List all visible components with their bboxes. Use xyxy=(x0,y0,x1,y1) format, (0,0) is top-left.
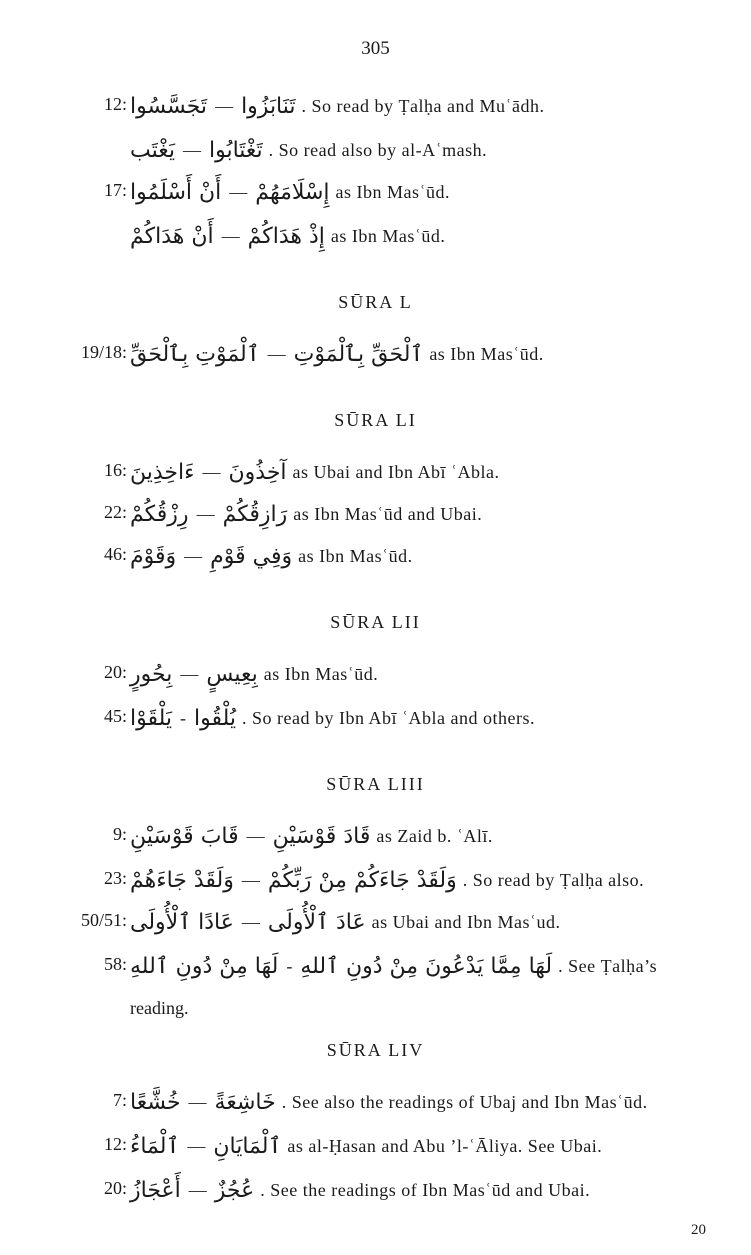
section-heading: SŪRA L xyxy=(338,292,413,312)
entry-body: خُشَّعًا — خَاشِعَةً . See also the readings of Ubaj and Ibn Masʿūd. xyxy=(130,1089,648,1115)
entry-text: as Zaid b. ʿAlī. xyxy=(376,825,493,846)
arabic-reading: ٱلْحَقِّ بِٱلْمَوْتِ xyxy=(293,341,424,367)
entry-line xyxy=(0,946,751,986)
entry-text: . So read by Ṭalḥa and Muʿādh. xyxy=(301,95,545,116)
entry-body: تَجَسَّسُوا — تَنَابَزُوا . So read by Ṭalḥa and Muʿādh. xyxy=(130,93,545,119)
verse-ref: 23: xyxy=(103,868,127,888)
entry-body: وَقَوْمَ — وَفِي قَوْمِ as Ibn Masʿūd. xyxy=(130,543,413,569)
section-heading: SŪRA LIV xyxy=(326,1040,425,1060)
verse-ref: 12: xyxy=(103,94,127,114)
entry-text: . So read also by al-Aʿmash. xyxy=(268,139,488,160)
entry-line xyxy=(0,494,751,534)
verse-ref: 20: xyxy=(103,662,127,682)
page-number: 305 xyxy=(361,38,390,59)
arabic-reading: ٱلْمَايَانِ xyxy=(213,1133,282,1159)
entry-body: يَغْتَب — تَغْتَابُوا . So read also by al-Aʿmash. xyxy=(130,137,488,163)
verse-ref: 20: xyxy=(103,1178,127,1198)
verse-ref: 9: xyxy=(112,824,127,844)
entry-line xyxy=(0,902,751,942)
verse-ref: 46: xyxy=(103,544,127,564)
arabic-variant: رِزْقُكُمْ xyxy=(130,501,189,527)
verse-ref: 12: xyxy=(103,1134,127,1154)
entry-line xyxy=(0,816,751,856)
arabic-reading: عُجُزٌ xyxy=(214,1177,255,1203)
entry-line xyxy=(0,536,751,576)
entry-line xyxy=(0,698,751,738)
arabic-reading: خَاشِعَةً xyxy=(214,1089,276,1115)
arabic-reading: قَادَ قَوْسَيْنِ xyxy=(272,823,371,849)
arabic-reading: تَنَابَزُوا xyxy=(241,93,296,119)
entry-line xyxy=(0,860,751,900)
entry-line xyxy=(0,130,751,170)
entry-body: رِزْقُكُمْ — رَازِقُكُمْ as Ibn Masʿūd and Ubai. xyxy=(130,501,483,527)
entry-text: as Ibn Masʿūd. xyxy=(298,545,413,566)
entry-text: as Ibn Masʿūd and Ubai. xyxy=(293,503,483,524)
arabic-variant: يَلْقَوْا xyxy=(130,705,173,731)
entry-text: . So read by Ibn Abī ʿAbla and others. xyxy=(242,707,535,728)
entry-line xyxy=(0,172,751,212)
verse-ref: 58: xyxy=(103,954,127,974)
arabic-reading: يُلْقُوا xyxy=(194,705,237,731)
entry-text: as al-Ḥasan and Abu ’l-ʿĀliya. See Ubai. xyxy=(287,1135,603,1156)
verse-ref: 17: xyxy=(103,180,127,200)
arabic-reading: آخِذُونَ xyxy=(228,459,287,485)
arabic-variant: تَجَسَّسُوا xyxy=(130,93,208,119)
arabic-variant: أَعْجَازُ xyxy=(130,1177,181,1203)
entry-text: . So read by Ṭalḥa also. xyxy=(462,869,645,890)
entry-text: . See Ṭalḥa’s xyxy=(558,955,658,976)
entry-body: أَنْ هَدَاكُمْ — إِذْ هَدَاكُمْ as Ibn Masʿūd. xyxy=(130,223,446,249)
arabic-variant: وَقَوْمَ xyxy=(130,543,177,569)
arabic-reading: بِعِيسٍ xyxy=(206,661,258,687)
entry-body: ءَاخِذِينَ — آخِذُونَ as Ubai and Ibn Abī ʿAbla. xyxy=(130,459,500,485)
arabic-variant: لَهَا مِنْ دُونِ ٱللهِ xyxy=(130,953,279,979)
entry-text: . See the readings of Ibn Masʿūd and Ubai. xyxy=(260,1179,591,1200)
entry-body: أَعْجَازُ — عُجُزٌ . See the readings of Ibn Masʿūd and Ubai. xyxy=(130,1177,591,1203)
continuation-text: reading. xyxy=(130,998,189,1018)
arabic-variant: وَلَقَدْ جَاءَهُمْ xyxy=(130,867,234,893)
entry-text: . See also the readings of Ubaj and Ibn Masʿūd. xyxy=(281,1091,648,1112)
verse-ref: 50/51: xyxy=(80,910,127,930)
arabic-variant: قَابَ قَوْسَيْنِ xyxy=(130,823,239,849)
entry-line xyxy=(0,1082,751,1122)
arabic-variant: ءَاخِذِينَ xyxy=(130,459,195,485)
arabic-variant: يَغْتَب xyxy=(130,137,175,163)
arabic-reading: وَلَقَدْ جَاءَكُمْ مِنْ رَبِّكُمْ xyxy=(267,867,457,893)
arabic-variant: خُشَّعًا xyxy=(130,1089,181,1115)
arabic-variant: عَادًا ٱلْأُولَى xyxy=(130,909,234,935)
entry-line xyxy=(0,452,751,492)
arabic-reading: عَادَ ٱلْأُولَى xyxy=(267,909,366,935)
arabic-reading: لَهَا مِمَّا يَدْعُونَ مِنْ دُونِ ٱللهِ xyxy=(300,953,553,979)
entry-body: أَنْ أَسْلَمُوا — إِسْلَامَهُمْ as Ibn Masʿūd. xyxy=(130,179,451,205)
entry-line xyxy=(0,1170,751,1210)
entry-body: عَادًا ٱلْأُولَى — عَادَ ٱلْأُولَى as Ubai and Ibn Masʿud. xyxy=(130,909,561,935)
verse-ref: 7: xyxy=(112,1090,127,1110)
entry-text: as Ibn Masʿūd. xyxy=(335,181,451,202)
entry-line xyxy=(0,216,751,256)
entry-body: لَهَا مِنْ دُونِ ٱللهِ - لَهَا مِمَّا يَدْعُونَ مِنْ دُونِ ٱللهِ . See Ṭalḥa’s xyxy=(130,953,658,979)
arabic-reading: تَغْتَابُوا xyxy=(208,137,263,163)
verse-ref: 16: xyxy=(103,460,127,480)
entry-line xyxy=(0,654,751,694)
verse-ref: 45: xyxy=(103,706,127,726)
entry-body: بِحُورٍ — بِعِيسٍ as Ibn Masʿūd. xyxy=(130,661,379,687)
entry-text: as Ibn Masʿūd. xyxy=(429,343,544,364)
entry-body: قَابَ قَوْسَيْنِ — قَادَ قَوْسَيْنِ as Zaid b. ʿAlī. xyxy=(130,823,493,849)
section-heading: SŪRA LIII xyxy=(326,774,425,794)
arabic-reading: رَازِقُكُمْ xyxy=(222,501,288,527)
verse-ref: 19/18: xyxy=(80,342,127,362)
arabic-reading: إِذْ هَدَاكُمْ xyxy=(247,223,325,249)
entry-body: ٱلْمَوْتِ بِٱلْحَقِّ — ٱلْحَقِّ بِٱلْمَوْتِ as Ibn Masʿūd. xyxy=(130,341,544,367)
section-heading: SŪRA LII xyxy=(330,612,421,632)
entry-body: ٱلْمَاءُ — ٱلْمَايَانِ as al-Ḥasan and Abu ’l-ʿĀliya. See Ubai. xyxy=(130,1133,603,1159)
arabic-variant: بِحُورٍ xyxy=(130,661,173,687)
verse-ref: 22: xyxy=(103,502,127,522)
entry-body: وَلَقَدْ جَاءَهُمْ — وَلَقَدْ جَاءَكُمْ مِنْ رَبِّكُمْ . So read by Ṭalḥa also. xyxy=(130,867,645,893)
entry-text: as Ubai and Ibn Abī ʿAbla. xyxy=(292,461,500,482)
entry-body: يَلْقَوْا - يُلْقُوا . So read by Ibn Abī ʿAbla and others. xyxy=(130,705,535,731)
arabic-variant: ٱلْمَوْتِ بِٱلْحَقِّ xyxy=(130,341,260,367)
section-heading: SŪRA LI xyxy=(334,410,417,430)
entry-line xyxy=(0,334,751,374)
arabic-reading: وَفِي قَوْمِ xyxy=(210,543,293,569)
arabic-variant: ٱلْمَاءُ xyxy=(130,1133,180,1159)
entry-text: as Ibn Masʿūd. xyxy=(263,663,379,684)
signature-mark: 20 xyxy=(691,1222,706,1238)
arabic-variant: أَنْ هَدَاكُمْ xyxy=(130,223,214,249)
entry-line xyxy=(0,1126,751,1166)
entry-text: as Ibn Masʿūd. xyxy=(330,225,446,246)
arabic-variant: أَنْ أَسْلَمُوا xyxy=(130,179,222,205)
entry-text: as Ubai and Ibn Masʿud. xyxy=(371,911,561,932)
entry-line xyxy=(0,86,751,126)
arabic-reading: إِسْلَامَهُمْ xyxy=(255,179,330,205)
